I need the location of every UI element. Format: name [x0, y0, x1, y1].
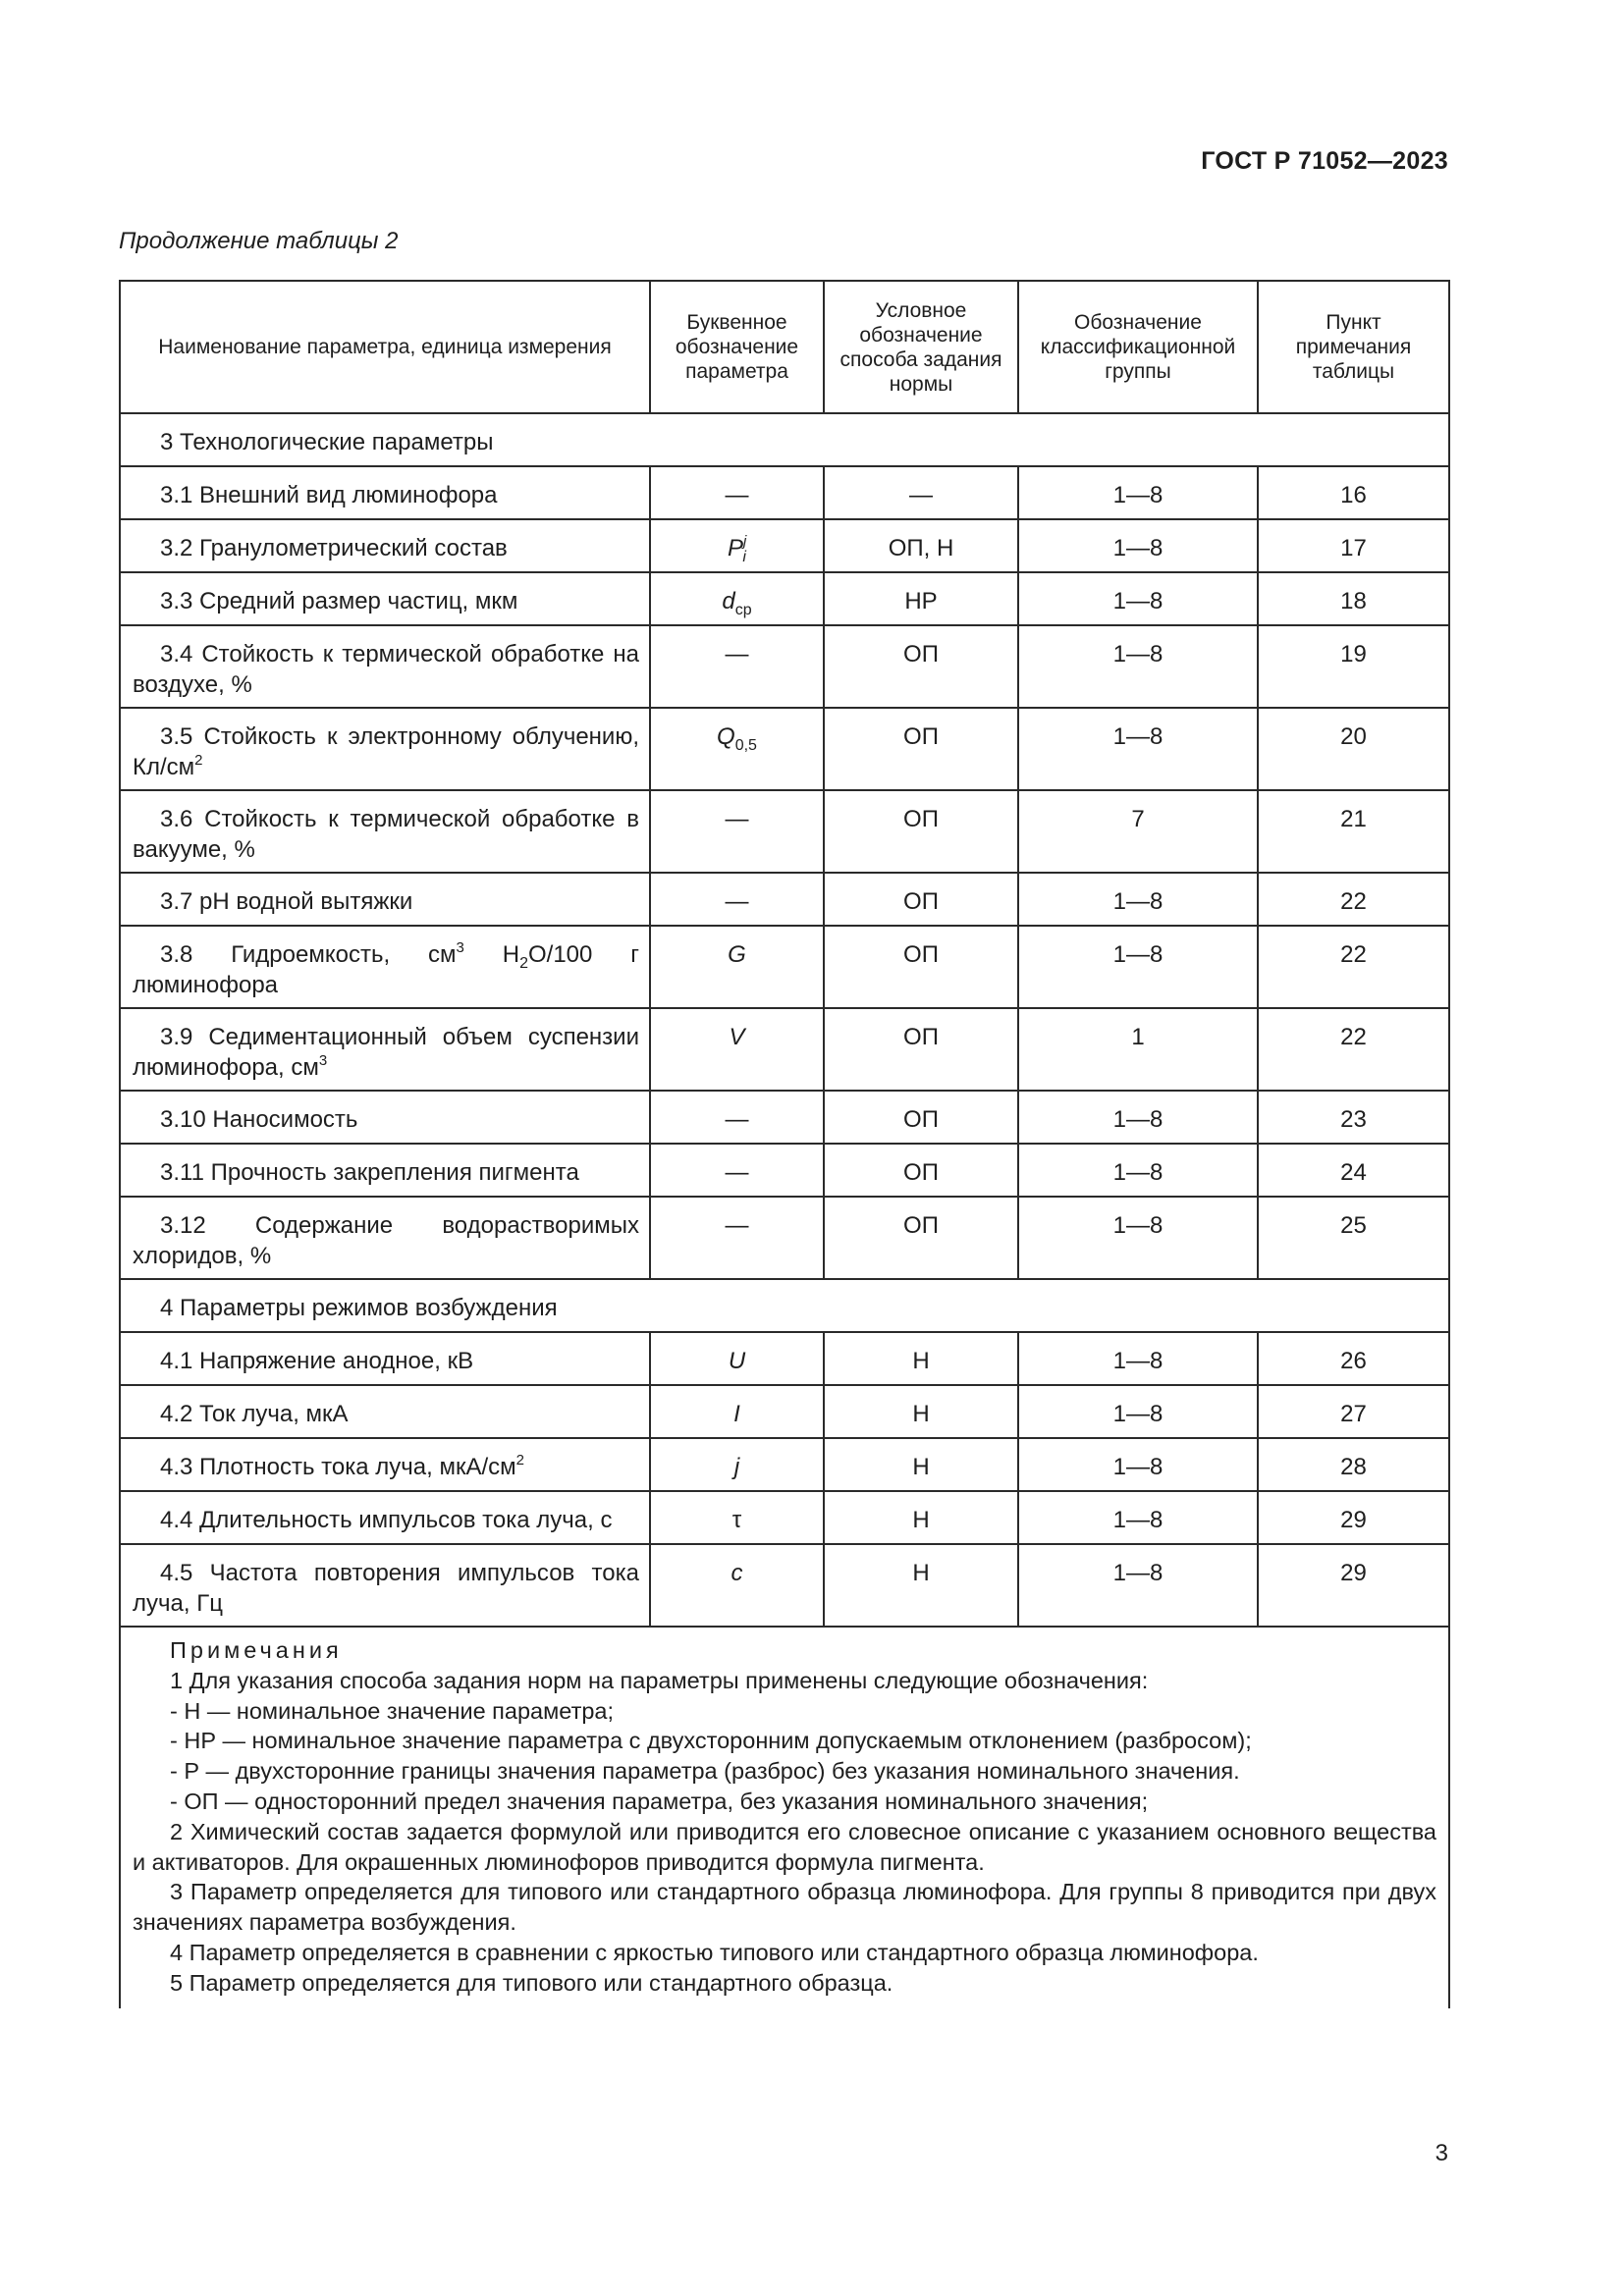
- header-group: Обозначение классификационной группы: [1018, 281, 1258, 413]
- param-method: ОП: [824, 790, 1018, 873]
- param-method: ОП: [824, 1091, 1018, 1144]
- param-note: 16: [1258, 466, 1449, 519]
- table-row: [120, 1438, 1449, 1491]
- parameters-table: [119, 280, 1450, 2008]
- param-symbol: c: [650, 1544, 824, 1627]
- param-symbol: G: [650, 926, 824, 1008]
- param-symbol: —: [650, 790, 824, 873]
- table-row: [120, 708, 1449, 790]
- table-row: [120, 1544, 1449, 1627]
- param-method: ОП: [824, 926, 1018, 1008]
- param-group: 1—8: [1018, 1491, 1258, 1544]
- param-symbol: $Q_{0,5}$: [650, 708, 824, 790]
- param-name: 3.10 Наносимость: [120, 1091, 650, 1144]
- param-note: 28: [1258, 1438, 1449, 1491]
- param-note: 19: [1258, 625, 1449, 708]
- param-note: 18: [1258, 572, 1449, 625]
- param-method: Н: [824, 1544, 1018, 1627]
- table-row: [120, 926, 1449, 1008]
- param-symbol: I: [650, 1385, 824, 1438]
- section-title: 4 Параметры режимов возбуждения: [120, 1279, 1449, 1332]
- param-group: 1: [1018, 1008, 1258, 1091]
- param-symbol: τ: [650, 1491, 824, 1544]
- note-item: - НР — номинальное значение параметра с двухсторонним допускаемым отклонением (разбросом);: [170, 1728, 1252, 1754]
- header-note: Пункт примечания таблицы: [1258, 281, 1449, 413]
- note-item: - Р — двухсторонние границы значения параметра (разброс) без указания номинального значения.: [170, 1758, 1240, 1785]
- param-name: 3.2 Гранулометрический состав: [120, 519, 650, 572]
- param-note: 25: [1258, 1197, 1449, 1279]
- param-name: 3.4 Стойкость к термической обработке на воздухе, %: [120, 625, 650, 708]
- param-symbol: U: [650, 1332, 824, 1385]
- param-symbol: —: [650, 1091, 824, 1144]
- page-number: 3: [1435, 2140, 1448, 2166]
- table-row: [120, 1091, 1449, 1144]
- note-item: - ОП — односторонний предел значения параметра, без указания номинального значения;: [170, 1788, 1149, 1814]
- param-note: 22: [1258, 873, 1449, 926]
- param-name: 3.1 Внешний вид люминофора: [120, 466, 650, 519]
- param-group: 1—8: [1018, 1438, 1258, 1491]
- table-row: [120, 572, 1449, 625]
- param-method: Н: [824, 1385, 1018, 1438]
- param-group: 1—8: [1018, 873, 1258, 926]
- param-group: 1—8: [1018, 1197, 1258, 1279]
- param-group: 1—8: [1018, 1544, 1258, 1627]
- param-symbol: V: [650, 1008, 824, 1091]
- note-item: 4 Параметр определяется в сравнении с яркостью типового или стандартного образца люминофора.: [170, 1939, 1259, 1965]
- param-symbol: —: [650, 1144, 824, 1197]
- param-symbol: —: [650, 1197, 824, 1279]
- table-row: [120, 1385, 1449, 1438]
- param-group: 1—8: [1018, 708, 1258, 790]
- param-note: 23: [1258, 1091, 1449, 1144]
- table-row: [120, 1144, 1449, 1197]
- param-name: 4.5 Частота повторения импульсов тока луча, Гц: [120, 1544, 650, 1627]
- document-id: ГОСТ Р 71052—2023: [1201, 147, 1448, 175]
- param-group: 1—8: [1018, 1385, 1258, 1438]
- table-row: [120, 1491, 1449, 1544]
- param-name: 3.7 pH водной вытяжки: [120, 873, 650, 926]
- notes-block: [120, 1627, 1449, 2008]
- header-method: Условное обозначение способа задания нормы: [824, 281, 1018, 413]
- param-group: 1—8: [1018, 1144, 1258, 1197]
- table-row: [120, 625, 1449, 708]
- param-method: ОП: [824, 873, 1018, 926]
- table-row: [120, 466, 1449, 519]
- param-name: 3.3 Средний размер частиц, мкм: [120, 572, 650, 625]
- param-note: 27: [1258, 1385, 1449, 1438]
- param-group: 1—8: [1018, 519, 1258, 572]
- param-symbol: —: [650, 466, 824, 519]
- param-method: ОП: [824, 1144, 1018, 1197]
- param-method: Н: [824, 1491, 1018, 1544]
- param-method: ОП: [824, 625, 1018, 708]
- param-note: 17: [1258, 519, 1449, 572]
- note-item: 3 Параметр определяется для типового или стандартного образца люминофора. Для группы 8 приводится при двух значениях параметра возбуждения.: [133, 1879, 1436, 1936]
- param-note: 22: [1258, 926, 1449, 1008]
- param-method: Н: [824, 1438, 1018, 1491]
- param-group: 1—8: [1018, 1091, 1258, 1144]
- param-name: 4.4 Длительность импульсов тока луча, с: [120, 1491, 650, 1544]
- header-name: Наименование параметра, единица измерения: [120, 281, 650, 413]
- param-name: 3.9 Седиментационный объем суспензии люминофора, $см^3$: [120, 1008, 650, 1091]
- param-group: 7: [1018, 790, 1258, 873]
- param-name: 3.8 Гидроемкость, $см^3$ $H_2O/100$ г люминофора: [120, 926, 650, 1008]
- notes-row: [120, 1627, 1449, 2008]
- section-title: 3 Технологические параметры: [120, 413, 1449, 466]
- table-row: [120, 519, 1449, 572]
- section-row: [120, 413, 1449, 466]
- note-item: 2 Химический состав задается формулой или приводится его словесное описание с указанием основного вещества и активаторов. Для окрашенных люминофоров приводится формула пигмента.: [133, 1818, 1436, 1875]
- param-name: 4.3 Плотность тока луча, мкА/$см^2$: [120, 1438, 650, 1491]
- param-note: 29: [1258, 1491, 1449, 1544]
- param-group: 1—8: [1018, 625, 1258, 708]
- param-note: 26: [1258, 1332, 1449, 1385]
- param-name: 3.11 Прочность закрепления пигмента: [120, 1144, 650, 1197]
- param-method: —: [824, 466, 1018, 519]
- note-item: 5 Параметр определяется для типового или стандартного образца.: [170, 1969, 893, 1996]
- table-row: [120, 1332, 1449, 1385]
- table-row: [120, 873, 1449, 926]
- param-name: 3.5 Стойкость к электронному облучению, $Кл/см^2$: [120, 708, 650, 790]
- table-row: [120, 1197, 1449, 1279]
- param-note: 20: [1258, 708, 1449, 790]
- param-method: ОП: [824, 1197, 1018, 1279]
- table-caption: Продолжение таблицы 2: [119, 228, 399, 254]
- param-method: НР: [824, 572, 1018, 625]
- param-note: 21: [1258, 790, 1449, 873]
- param-name: 3.6 Стойкость к термической обработке в вакууме, %: [120, 790, 650, 873]
- section-row: [120, 1279, 1449, 1332]
- table-row: [120, 790, 1449, 873]
- param-symbol: —: [650, 625, 824, 708]
- param-symbol: $d_{ср}$: [650, 572, 824, 625]
- table-header-row: [120, 281, 1449, 413]
- param-group: 1—8: [1018, 466, 1258, 519]
- param-method: ОП, Н: [824, 519, 1018, 572]
- note-item: - Н — номинальное значение параметра;: [170, 1697, 614, 1724]
- param-symbol: —: [650, 873, 824, 926]
- param-group: 1—8: [1018, 926, 1258, 1008]
- table-row: [120, 1008, 1449, 1091]
- param-note: 22: [1258, 1008, 1449, 1091]
- note-item: 1 Для указания способа задания норм на параметры применены следующие обозначения:: [170, 1667, 1149, 1693]
- param-symbol: $P^j_i$: [650, 519, 824, 572]
- param-symbol: j: [650, 1438, 824, 1491]
- param-name: 3.12 Содержание водорастворимых хлоридов, %: [120, 1197, 650, 1279]
- param-method: Н: [824, 1332, 1018, 1385]
- header-symbol: Буквенное обозначение параметра: [650, 281, 824, 413]
- notes-title: Примечания: [170, 1637, 343, 1663]
- param-note: 29: [1258, 1544, 1449, 1627]
- param-method: ОП: [824, 708, 1018, 790]
- param-name: 4.1 Напряжение анодное, кВ: [120, 1332, 650, 1385]
- param-method: ОП: [824, 1008, 1018, 1091]
- param-name: 4.2 Ток луча, мкА: [120, 1385, 650, 1438]
- param-note: 24: [1258, 1144, 1449, 1197]
- param-group: 1—8: [1018, 572, 1258, 625]
- param-group: 1—8: [1018, 1332, 1258, 1385]
